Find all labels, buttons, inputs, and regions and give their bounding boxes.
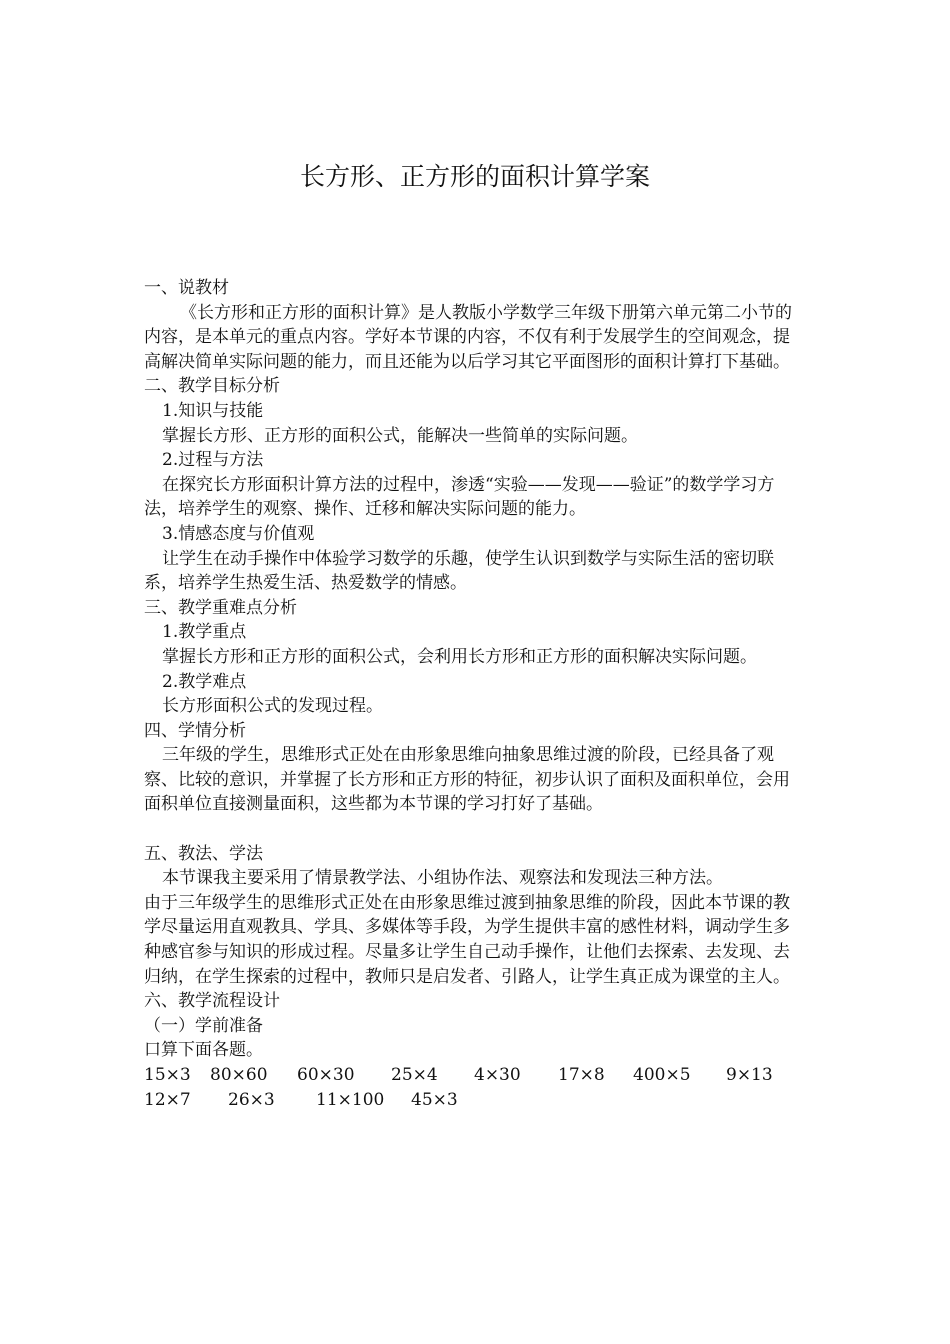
section-5-paragraph-2: 由于三年级学生的思维形式正处在由形象思维过渡到抽象思维的阶段，因此本节课的教学尽量运用直观教具、学具、多媒体等手段，为学生提供丰富的感性材料，调动学生多种感官参与知识的形成过程。尽量多让学生自己动手操作，让他们去探索、去发现、去归纳，在学生探索的过程中，教师只是启发者、引路人，让学生真正成为课堂的主人。 [144,892,790,987]
subheading-preparation: （一）学前准备 [144,1015,263,1036]
paragraph-process-method: 在探究长方形面积计算方法的过程中，渗透“实验——发现——验证”的数学学习方法，培养学生的观察、操作、迁移和解决实际问题的能力。 [144,474,775,520]
subheading-key-point: 1.教学重点 [162,622,247,643]
section-heading-3: 三、教学重难点分析 [144,597,297,618]
section-heading-5: 五、教法、学法 [144,843,263,864]
subheading-emotion-values: 3.情感态度与价值观 [162,523,315,544]
section-heading-6: 六、教学流程设计 [144,991,280,1012]
section-heading-2: 二、教学目标分析 [144,376,280,397]
exercise-item: 60×30 [297,1065,355,1085]
subheading-process-method: 2.过程与方法 [162,450,264,471]
subheading-difficult-point: 2.教学难点 [162,671,247,692]
exercise-item: 26×3 [228,1089,275,1110]
document-title: 长方形、正方形的面积计算学案 [299,162,650,191]
exercise-item: 9×13 [726,1065,773,1085]
exercise-item: 80×60 [210,1065,268,1085]
exercise-item: 15×3 [144,1065,191,1085]
subheading-knowledge-skills: 1.知识与技能 [162,400,264,421]
exercise-item: 12×7 [144,1089,191,1110]
exercise-item: 4×30 [474,1065,521,1085]
exercise-item: 45×3 [411,1089,458,1110]
exercise-item: 17×8 [558,1065,605,1085]
paragraph-knowledge-skills: 掌握长方形、正方形的面积公式，能解决一些简单的实际问题。 [162,425,638,446]
section-4-paragraph: 三年级的学生，思维形式正处在由形象思维向抽象思维过渡的阶段，已经具备了观察、比较的意识，并掌握了长方形和正方形的特征，初步认识了面积及面积单位，会用面积单位直接测量面积，这些都为本节课的学习打好了基础。 [144,745,790,815]
exercise-row-1 [144,1063,804,1088]
section-1-paragraph: 《长方形和正方形的面积计算》是人教版小学数学三年级下册第六单元第二小节的内容，是本单元的重点内容。学好本节课的内容，不仅有利于发展学生的空间观念，提高解决简单实际问题的能力，而且还能为以后学习其它平面图形的面积计算打下基础。 [144,302,792,372]
section-heading-4: 四、学情分析 [144,720,246,741]
blank-line [144,817,804,842]
section-heading-1: 一、说教材 [144,278,229,298]
paragraph-key-point: 掌握长方形和正方形的面积公式，会利用长方形和正方形的面积解决实际问题。 [162,646,757,667]
exercise-row-2 [144,1088,804,1113]
paragraph-emotion-values: 让学生在动手操作中体验学习数学的乐趣，使学生认识到数学与实际生活的密切联系，培养学生热爱生活、热爱数学的情感。 [144,548,774,594]
exercise-item: 25×4 [391,1065,438,1085]
section-5-paragraph-1: 本节课我主要采用了情景教学法、小组协作法、观察法和发现法三种方法。 [162,868,723,889]
paragraph-difficult-point: 长方形面积公式的发现过程。 [162,696,383,717]
exercise-instruction: 口算下面各题。 [144,1040,263,1061]
exercise-item: 400×5 [633,1065,691,1085]
document-body [144,276,804,1112]
exercise-item: 11×100 [316,1089,385,1110]
